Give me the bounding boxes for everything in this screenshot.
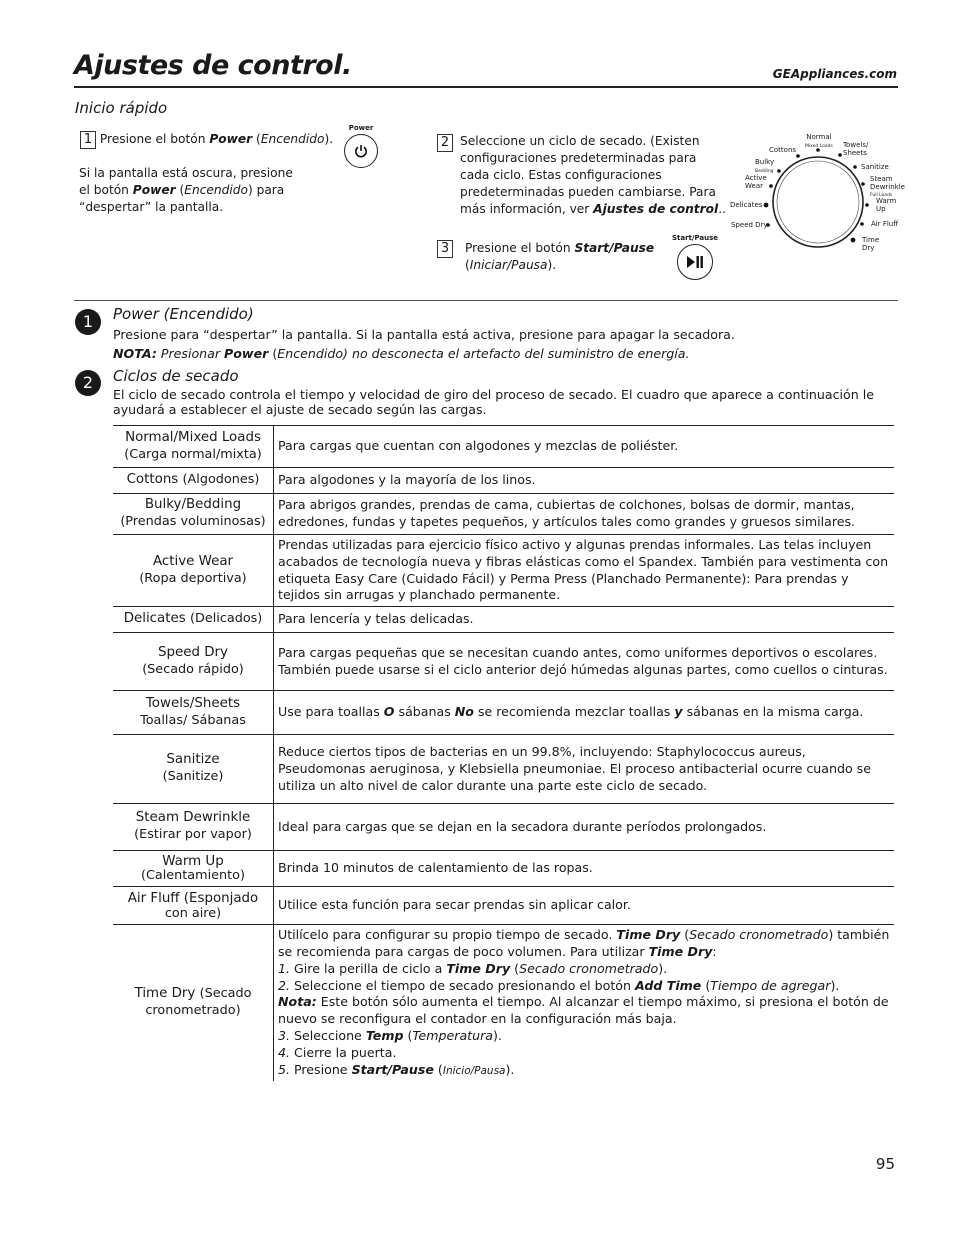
cycle-description: Ideal para cargas que se dejan en la secadora durante períodos prolongados. [274, 804, 895, 851]
dial-label-speed-dry: Speed Dry [731, 221, 768, 229]
cycle-description: Utilice esta función para secar prendas sin aplicar calor. [274, 887, 895, 925]
dial-label-steam-dewrinkle: Steam Dewrinkle Full Loads [870, 175, 905, 198]
cycle-description: Para abrigos grandes, prendas de cama, cubiertas de colchones, bolsas de dormir, mantas, edredones, fundas y tapetes pequeños, y artículos tales como grandes y gruesos similares. [274, 494, 895, 535]
cycle-description: Utilícelo para configurar su propio tiempo de secado. Time Dry (Secado cronometrado) también se recomienda para cargas de poco volumen. Para utilizar Time Dry: 1. Gire la perilla de ciclo a Time Dry (Secado cronometrado). 2. Seleccione el tiempo de secado presionando el botón Add Time (Tiempo de agregar). Nota: Este botón sólo aumenta el tiempo. Al alcanzar el tiempo máximo, si presiona el botón de nuevo se reconfigura el contador en la configuración más baja. 3. Seleccione Temp (Temperatura). 4. Cierre la puerta. 5. Presione Start/Pause (Inicio/Pausa). [274, 925, 895, 1082]
item-bullet-2: 2 [75, 370, 101, 396]
power-icon [344, 134, 378, 168]
cycle-name: Air Fluff (Esponjado con aire) [113, 887, 274, 925]
cycle-description: Prendas utilizadas para ejercicio físico activo y algunas prendas informales. Las telas incluyen acabados de tecnología nueva y fibras elásticas como el Spandex. También para vestimenta con etiqueta Easy Care (Cuidado Fácil) y Perma Press (Planchado Permanente): Para prendas y tejidos sin arrugas y planchado permanente. [274, 535, 895, 607]
page-title: Ajustes de control. [74, 50, 352, 81]
cycle-name: Sanitize (Sanitize) [113, 735, 274, 804]
cycle-dial-illustration [728, 132, 905, 257]
start-pause-button-illustration [668, 234, 722, 280]
power-button-label: Power [348, 124, 374, 132]
step-1: 1 Presione el botón Power (Encendido). [80, 131, 340, 149]
dry-cycles-description: El ciclo de secado controla el tiempo y velocidad de giro del proceso de secado. El cuadro que aparece a continuación le ayudará a establecer el ajuste de secado según las cargas. [113, 387, 874, 417]
table-row [113, 804, 894, 851]
table-row [113, 691, 894, 735]
quick-start-heading: Inicio rápido [75, 99, 168, 117]
table-row [113, 426, 894, 468]
table-row [113, 735, 894, 804]
dial-label-bulky: Bulky Bedding [755, 158, 775, 174]
dry-cycles-heading: Ciclos de secado [113, 367, 239, 385]
power-heading: Power (Encendido) [113, 305, 254, 323]
dial-label-normal: Normal Mixed Loads [805, 133, 833, 149]
cycle-name: Warm Up (Calentamiento) [113, 851, 274, 887]
dial-label-active-wear: Active Wear [745, 174, 767, 190]
cycle-name: Towels/Sheets Toallas/ Sábanas [113, 691, 274, 735]
step-3: Presione el botón Start/Pause (Iniciar/Pausa). [465, 241, 655, 272]
cycle-description: Brinda 10 minutos de calentamiento de las ropas. [274, 851, 895, 887]
dial-label-cottons: Cottons [769, 146, 797, 154]
cycle-name: Steam Dewrinkle (Estirar por vapor) [113, 804, 274, 851]
page-number: 95 [875, 1155, 895, 1173]
table-row [113, 851, 894, 887]
power-description: Presione para “despertar” la pantalla. Si la pantalla está activa, presione para apagar la secadora. [113, 327, 735, 342]
dial-label-towels: Towels/ Sheets [843, 141, 869, 157]
dial-label-sanitize: Sanitize [861, 163, 889, 171]
cycle-description: Para cargas pequeñas que se necesitan cuando antes, como uniformes deportivos o escolares. También puede usarse si el ciclo anterior dejó húmedas algunas partes, como cuellos o cinturas. [274, 633, 895, 691]
power-button-illustration [342, 124, 380, 168]
cycle-name: Speed Dry (Secado rápido) [113, 633, 274, 691]
table-row [113, 468, 894, 494]
dial-label-delicates: Delicates [730, 201, 763, 209]
dry-cycles-table [113, 425, 894, 1081]
step-number: 2 [437, 134, 453, 152]
step-2: Seleccione un ciclo de secado. (Existen configuraciones predeterminadas para cada ciclo. Estas configuraciones predeterminadas pueden cambiarse. Para más información, ver Ajustes de control.. [460, 134, 726, 216]
table-row [113, 535, 894, 607]
cycle-description: Para lencería y telas delicadas. [274, 607, 895, 633]
cycle-description: Reduce ciertos tipos de bacterias en un 99.8%, incluyendo: Staphylococcus aureus, Pseudomonas aeruginosa, y Klebsiella pneumoniae. El proceso antibacterial ocurre cuando se utiliza un alto nivel de calor durante una parte este ciclo de secado. [274, 735, 895, 804]
section-divider [74, 300, 898, 301]
cycle-name: Normal/Mixed Loads (Carga normal/mixta) [113, 426, 274, 468]
dial-label-air-fluff: Air Fluff [871, 220, 899, 228]
header-rule [74, 86, 898, 88]
cycle-name: Time Dry (Secado cronometrado) [113, 925, 274, 1082]
cycle-name: Cottons (Algodones) [113, 468, 274, 494]
table-row [113, 925, 894, 1082]
step-number: 3 [437, 240, 453, 258]
power-note: NOTA: Presionar Power (Encendido) no desconecta el artefacto del suministro de energía. [113, 346, 690, 361]
cycle-name: Delicates (Delicados) [113, 607, 274, 633]
table-row [113, 607, 894, 633]
site-url: GEAppliances.com [772, 67, 897, 81]
dial-label-warm-up: Warm Up [876, 197, 897, 213]
play-pause-icon [677, 244, 713, 280]
table-row [113, 633, 894, 691]
cycle-description: Use para toallas O sábanas No se recomienda mezclar toallas y sábanas en la misma carga. [274, 691, 895, 735]
dial-label-time-dry: Time Dry [862, 236, 880, 252]
cycle-description: Para algodones y la mayoría de los linos. [274, 468, 895, 494]
start-pause-button-label: Start/Pause [671, 234, 719, 242]
table-row [113, 887, 894, 925]
step-number: 1 [80, 131, 96, 149]
step-1-note: Si la pantalla está oscura, presione el botón Power (Encendido) para “despertar” la pantalla. [79, 166, 293, 214]
cycle-name: Bulky/Bedding (Prendas voluminosas) [113, 494, 274, 535]
table-row [113, 494, 894, 535]
cycle-name: Active Wear (Ropa deportiva) [113, 535, 274, 607]
item-bullet-1: 1 [75, 309, 101, 335]
cycle-description: Para cargas que cuentan con algodones y mezclas de poliéster. [274, 426, 895, 468]
